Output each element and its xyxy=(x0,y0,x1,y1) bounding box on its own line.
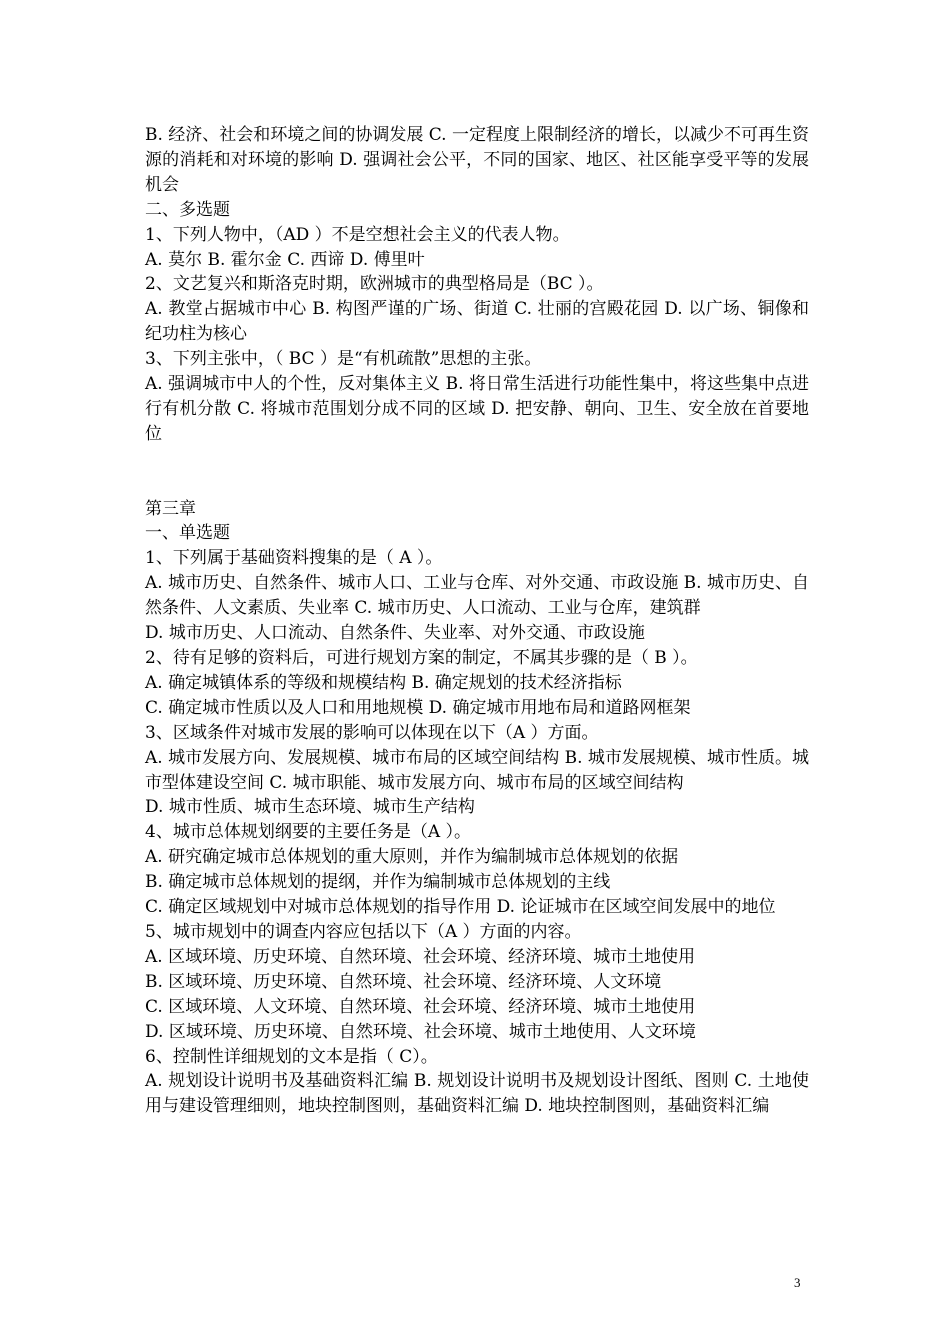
question: 6、控制性详细规划的文本是指（ C）。 xyxy=(145,1046,438,1067)
question: 2、待有足够的资料后，可进行规划方案的制定，不属其步骤的是（ B ）。 xyxy=(145,648,698,669)
answer-options: A. 城市发展方向、发展规模、城市布局的区域空间结构 B. 城市发展规模、城市性质。城市型体建设空间 C. 城市职能、城市发展方向、城市布局的区域空间结构 xyxy=(145,747,809,793)
answer-options: B. 区域环境、历史环境、自然环境、社会环境、经济环境、人文环境 xyxy=(145,971,662,992)
question: 3、下列主张中，（ BC ）是“有机疏散”思想的主张。 xyxy=(145,349,542,370)
answer-options: C. 确定城市性质以及人口和用地规模 D. 确定城市用地布局和道路网框架 xyxy=(145,697,691,718)
answer-options: A. 规划设计说明书及基础资料汇编 B. 规划设计说明书及规划设计图纸、图则 C. 土地使用与建设管理细则，地块控制图则，基础资料汇编 D. 地块控制图则，基础资料汇编 xyxy=(145,1071,809,1117)
paragraph: B. 经济、社会和环境之间的协调发展 C. 一定程度上限制经济的增长，以减少不可再生资源的消耗和对环境的影响 D. 强调社会公平，不同的国家、地区、社区能享受平等的发展机会 xyxy=(145,125,809,195)
answer-options: A. 研究确定城市总体规划的重大原则，并作为编制城市总体规划的依据 xyxy=(145,847,679,868)
answer-options: A. 区域环境、历史环境、自然环境、社会环境、经济环境、城市土地使用 xyxy=(145,946,696,967)
section-heading: 二、多选题 xyxy=(145,199,230,220)
blank-line xyxy=(145,447,809,497)
document-body xyxy=(145,123,809,1119)
answer-options: D. 区域环境、历史环境、自然环境、社会环境、城市土地使用、人文环境 xyxy=(145,1021,696,1042)
question: 3、区域条件对城市发展的影响可以体现在以下（A ）方面。 xyxy=(145,722,599,743)
answer-options: D. 城市性质、城市生态环境、城市生产结构 xyxy=(145,797,475,818)
answer-options: A. 莫尔 B. 霍尔金 C. 西谛 D. 傅里叶 xyxy=(145,249,425,270)
chapter-heading: 第三章 xyxy=(145,498,196,519)
question: 5、城市规划中的调查内容应包括以下（A ）方面的内容。 xyxy=(145,921,582,942)
answer-options: C. 区域环境、人文环境、自然环境、社会环境、经济环境、城市土地使用 xyxy=(145,996,696,1017)
question: 4、城市总体规划纲要的主要任务是（A ）。 xyxy=(145,822,471,843)
answer-options: B. 确定城市总体规划的提纲，并作为编制城市总体规划的主线 xyxy=(145,872,611,893)
question: 2、文艺复兴和斯洛克时期，欧洲城市的典型格局是（BC ）。 xyxy=(145,274,604,295)
question: 1、下列属于基础资料搜集的是（ A ）。 xyxy=(145,548,443,569)
answer-options: A. 强调城市中人的个性，反对集体主义 B. 将日常生活进行功能性集中，将这些集中点进行有机分散 C. 将城市范围划分成不同的区域 D. 把安静、朝向、卫生、安全放在首要地位 xyxy=(145,374,809,444)
question: 1、下列人物中，（AD ）不是空想社会主义的代表人物。 xyxy=(145,224,570,245)
answer-options: C. 确定区域规划中对城市总体规划的指导作用 D. 论证城市在区域空间发展中的地位 xyxy=(145,897,776,918)
section-heading: 一、单选题 xyxy=(145,523,230,544)
page-number: 3 xyxy=(794,1275,801,1290)
answer-options: A. 教堂占据城市中心 B. 构图严谨的广场、街道 C. 壮丽的宫殿花园 D. 以广场、铜像和纪功柱为核心 xyxy=(145,299,809,345)
answer-options: A. 城市历史、自然条件、城市人口、工业与仓库、对外交通、市政设施 B. 城市历史、自然条件、人文素质、失业率 C. 城市历史、人口流动、工业与仓库，建筑群 xyxy=(145,573,809,619)
answer-options: D. 城市历史、人口流动、自然条件、失业率、对外交通、市政设施 xyxy=(145,623,645,644)
answer-options: A. 确定城镇体系的等级和规模结构 B. 确定规划的技术经济指标 xyxy=(145,672,622,693)
